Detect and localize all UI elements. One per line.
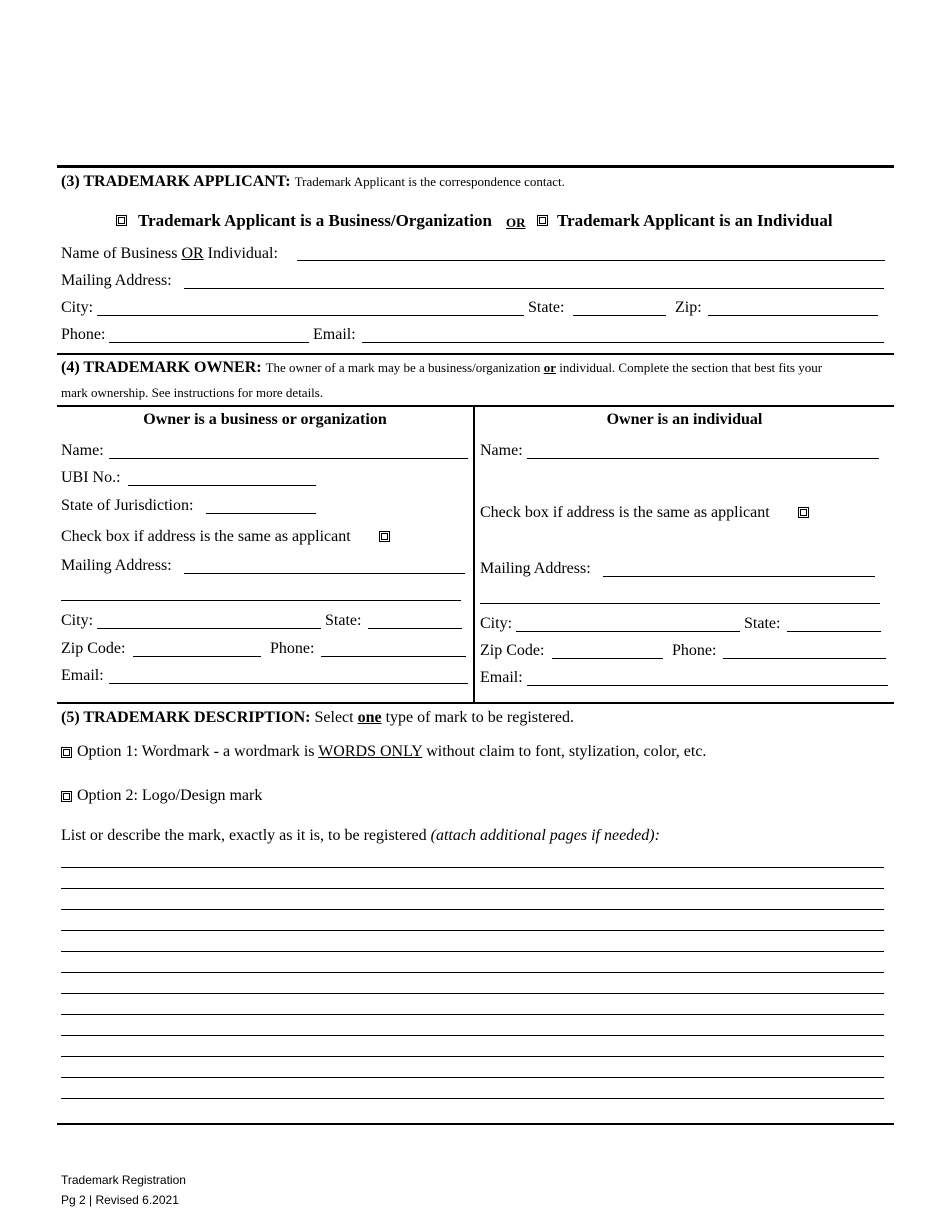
applicant-business-checkbox[interactable] [116, 215, 127, 226]
description-line[interactable] [61, 993, 884, 994]
section-5-bottom-rule [57, 1123, 894, 1125]
applicant-name-label-or: OR [181, 245, 204, 262]
owner-individual-mailing-field-line2[interactable] [480, 603, 880, 604]
option1-label [77, 743, 706, 761]
owner-business-state-field[interactable] [368, 628, 462, 629]
owner-individual-email-field[interactable] [527, 685, 888, 686]
owner-business-phone-label: Phone: [270, 640, 315, 657]
owner-individual-zip-field[interactable] [552, 658, 663, 659]
section-4-top-rule [57, 353, 894, 355]
option2-checkbox[interactable] [61, 791, 72, 802]
owner-individual-mailing-label: Mailing Address: [480, 560, 591, 577]
section-5-top-rule [57, 702, 894, 704]
owner-business-zip-field[interactable] [133, 656, 261, 657]
owner-individual-state-field[interactable] [787, 631, 881, 632]
applicant-phone-label: Phone: [61, 326, 106, 343]
owner-individual-name-field[interactable] [527, 458, 879, 459]
owner-business-zip-label: Zip Code: [61, 640, 126, 657]
owner-business-phone-field[interactable] [321, 656, 466, 657]
owner-business-jurisdiction-field[interactable] [206, 513, 316, 514]
description-line[interactable] [61, 1056, 884, 1057]
applicant-individual-checkbox[interactable] [537, 215, 548, 226]
section-3-top-rule [57, 165, 894, 168]
applicant-zip-label: Zip: [675, 299, 702, 316]
applicant-zip-field[interactable] [708, 315, 878, 316]
owner-heading: (4) TRADEMARK OWNER: [61, 359, 262, 376]
applicant-mailing-field[interactable] [184, 288, 884, 289]
applicant-individual-option: Trademark Applicant is an Individual [557, 211, 833, 230]
owner-individual-mailing-field[interactable] [603, 576, 875, 577]
owner-individual-state-label: State: [744, 615, 781, 632]
option2-label: Option 2: Logo/Design mark [77, 787, 263, 804]
owner-business-mailing-field[interactable] [184, 573, 465, 574]
option1-label-post: without claim to font, stylization, color, etc. [422, 743, 707, 760]
option1-label-pre: Option 1: Wordmark - a wordmark is [77, 743, 319, 760]
applicant-name-label-pre: Name of Business [61, 245, 182, 262]
applicant-city-label: City: [61, 299, 94, 316]
applicant-state-label: State: [528, 299, 565, 316]
applicant-email-field[interactable] [362, 342, 884, 343]
description-heading: (5) TRADEMARK DESCRIPTION: [61, 709, 311, 726]
owner-individual-title: Owner is an individual [606, 411, 763, 428]
option1-words-only: WORDS ONLY [318, 743, 423, 760]
applicant-business-option: Trademark Applicant is a Business/Organization [138, 211, 492, 230]
owner-table-top-rule [57, 405, 894, 407]
list-describe-text: List or describe the mark, exactly as it is, to be registered [61, 827, 431, 844]
description-line[interactable] [61, 972, 884, 973]
owner-heading-line [61, 359, 822, 377]
description-select-one: one [357, 709, 382, 726]
owner-individual-city-field[interactable] [516, 631, 740, 632]
owner-note-line2: mark ownership. See instructions for more details. [61, 385, 324, 400]
owner-note-post: individual. Complete the section that best fits your [555, 360, 823, 375]
option1-checkbox[interactable] [61, 747, 72, 758]
owner-note-pre: The owner of a mark may be a business/organization [265, 360, 544, 375]
owner-individual-same-address-checkbox[interactable] [798, 507, 809, 518]
description-line[interactable] [61, 1098, 884, 1099]
owner-business-email-label: Email: [61, 667, 104, 684]
description-select-post: type of mark to be registered. [381, 709, 574, 726]
description-line[interactable] [61, 1077, 884, 1078]
owner-individual-city-label: City: [480, 615, 513, 632]
applicant-phone-field[interactable] [109, 342, 309, 343]
applicant-or: OR [506, 215, 526, 230]
owner-individual-phone-label: Phone: [672, 642, 717, 659]
description-line[interactable] [61, 888, 884, 889]
list-describe-label [61, 827, 660, 845]
description-line[interactable] [61, 1035, 884, 1036]
applicant-heading-note: Trademark Applicant is the correspondence contact. [294, 174, 565, 189]
owner-column-divider [473, 405, 475, 703]
owner-individual-phone-field[interactable] [723, 658, 886, 659]
applicant-name-label [61, 245, 278, 263]
footer-title: Trademark Registration [61, 1173, 186, 1187]
description-line[interactable] [61, 1014, 884, 1015]
owner-business-same-address-label: Check box if address is the same as applicant [61, 528, 351, 545]
applicant-heading: (3) TRADEMARK APPLICANT: [61, 173, 291, 190]
owner-individual-same-address-label: Check box if address is the same as applicant [480, 504, 770, 521]
applicant-state-field[interactable] [573, 315, 666, 316]
applicant-name-label-post: Individual: [203, 245, 278, 262]
owner-business-ubi-label: UBI No.: [61, 469, 121, 486]
description-line[interactable] [61, 909, 884, 910]
owner-business-state-label: State: [325, 612, 362, 629]
owner-business-mailing-field-line2[interactable] [61, 600, 461, 601]
owner-note-or: or [543, 360, 556, 375]
description-heading-line [61, 709, 574, 727]
owner-business-jurisdiction-label: State of Jurisdiction: [61, 497, 194, 514]
applicant-mailing-label: Mailing Address: [61, 272, 172, 289]
owner-business-ubi-field[interactable] [128, 485, 316, 486]
owner-business-email-field[interactable] [109, 683, 468, 684]
owner-business-mailing-label: Mailing Address: [61, 557, 172, 574]
footer-page-revision: Pg 2 | Revised 6.2021 [61, 1193, 179, 1207]
applicant-email-label: Email: [313, 326, 356, 343]
owner-business-same-address-checkbox[interactable] [379, 531, 390, 542]
owner-business-name-field[interactable] [109, 458, 468, 459]
description-line[interactable] [61, 867, 884, 868]
applicant-city-field[interactable] [97, 315, 524, 316]
owner-individual-email-label: Email: [480, 669, 523, 686]
applicant-heading-line [61, 173, 565, 191]
owner-business-city-field[interactable] [97, 628, 321, 629]
owner-individual-zip-label: Zip Code: [480, 642, 545, 659]
owner-business-city-label: City: [61, 612, 94, 629]
description-select-pre: Select [314, 709, 358, 726]
description-line[interactable] [61, 930, 884, 931]
owner-business-name-label: Name: [61, 442, 104, 459]
applicant-name-field[interactable] [297, 260, 885, 261]
description-line[interactable] [61, 951, 884, 952]
owner-individual-name-label: Name: [480, 442, 523, 459]
list-describe-note: (attach additional pages if needed): [430, 827, 660, 844]
owner-business-title: Owner is a business or organization [143, 411, 387, 428]
